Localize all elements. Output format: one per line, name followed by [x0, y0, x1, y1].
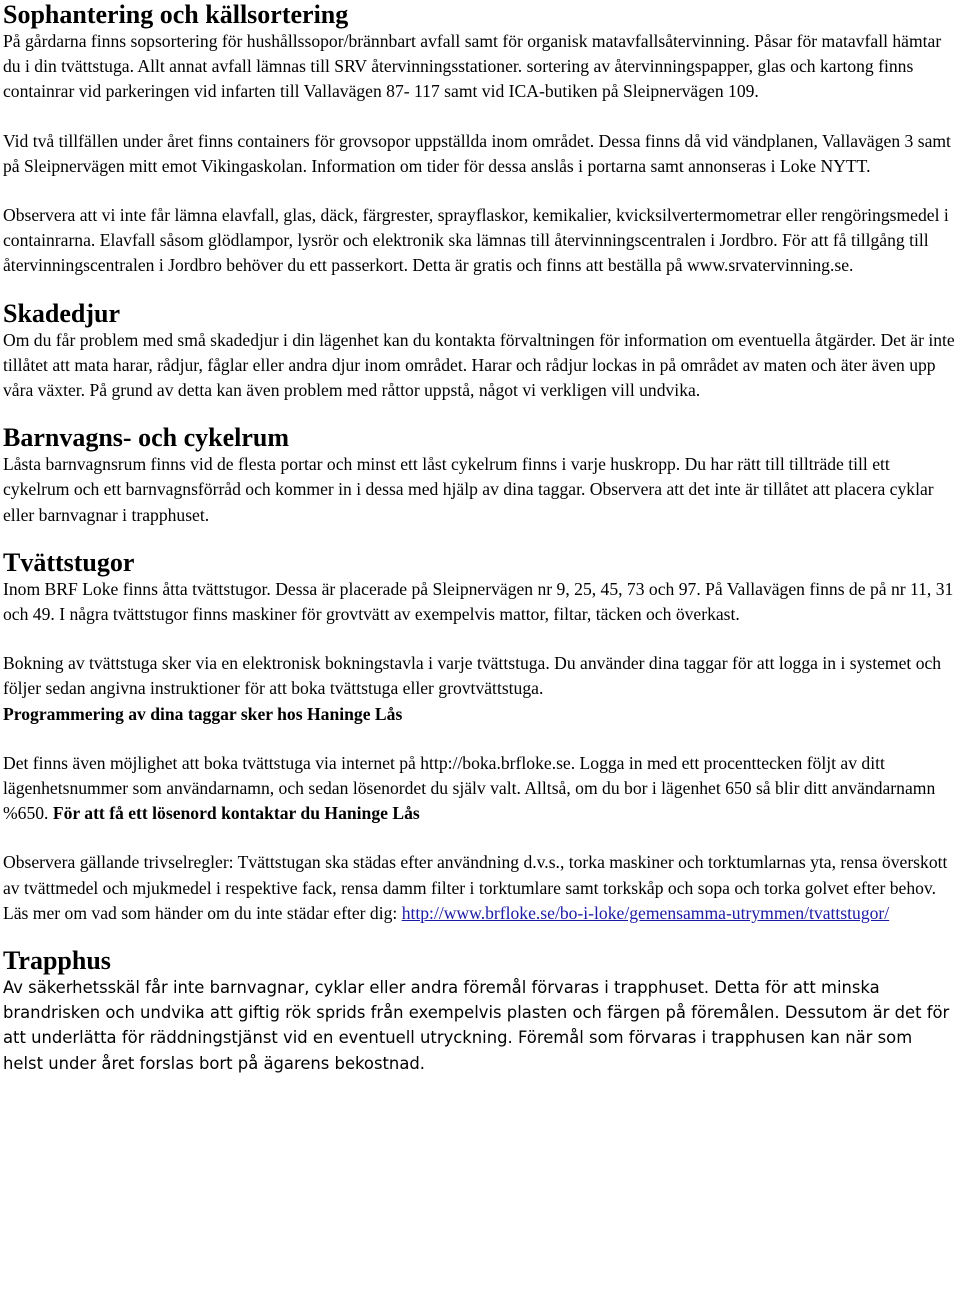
section-heading: Barnvagns- och cykelrum [3, 423, 289, 453]
text-run: Observera att vi inte får lämna elavfall, glas, däck, färgrester, sprayflaskor, kemikalier, kvicksilvertermometrar eller rengöringsmedel i containrarna. Elavfall såsom glödlampor, lysrör och elektronik ska lämnas till återvinningscentralen i Jordbro. För att få tillgång till återvinningscentralen i Jordbro behöver du ett passerkort. Detta är gratis och finns att beställa på www.srvatervinning.se. [3, 205, 949, 276]
paragraph [3, 975, 955, 1076]
section-skadedjur [3, 299, 955, 404]
text-run: På gårdarna finns sopsortering för hushållssopor/brännbart avfall samt för organisk matavfallsåtervinning. Påsar för matavfall hämtar du i din tvättstuga. Allt annat avfall lämnas till SRV återvinningsstationer. sortering av återvinningspapper, glas och kartong finns containrar vid parkeringen vid infarten till Vallavägen 87- 117 samt vid ICA-butiken på Sleipnervägen 109. [3, 31, 942, 102]
paragraph [3, 203, 955, 279]
section-heading: Trapphus [3, 946, 111, 976]
section-heading: Sophantering och källsortering [3, 0, 349, 29]
paragraph [3, 651, 955, 727]
section-barnvagn [3, 423, 955, 528]
paragraph [3, 328, 955, 404]
paragraph [3, 129, 955, 179]
bold-text: För att få ett lösenord kontaktar du Haninge Lås [52, 803, 420, 824]
paragraph [3, 452, 955, 528]
text-run: Låsta barnvagnsrum finns vid de flesta portar och minst ett låst cykelrum finns i varje huskropp. Du har rätt till tillträde till ett cykelrum och ett barnvagnsförråd och kommer in i dessa med hjälp av dina taggar. Observera att det inte är tillåtet att placera cyklar eller barnvagnar i trapphuset. [3, 454, 934, 525]
paragraph [3, 850, 955, 926]
text-run: Inom BRF Loke finns åtta tvättstugor. Dessa är placerade på Sleipnervägen nr 9, 25, 45, 73 och 97. På Vallavägen finns de på nr 11, 31 och 49. I några tvättstugor finns maskiner för grovtvätt av exempelvis mattor, filtar, täcken och överkast. [3, 578, 954, 625]
section-heading: Tvättstugor [3, 547, 135, 577]
text-run: Vid två tillfällen under året finns containers för grovsopor uppställda inom området. Dessa finns då vid vändplanen, Vallavägen 3 samt på Sleipnervägen mitt emot Vikingaskolan. Information om tider för dessa anslås i portarna samt annonseras i Loke NYTT. [3, 130, 951, 176]
section-heading: Skadedjur [3, 298, 121, 328]
bold-text: Programmering av dina taggar sker hos Haninge Lås [3, 703, 403, 724]
section-sop [3, 0, 955, 279]
text-run: Bokning av tvättstuga sker via en elektronisk bokningstavla i varje tvättstuga. Du använder dina taggar för att logga in i systemet och följer sedan angivna instruktioner för att boka tvättstuga eller grovtvättstuga. [3, 653, 942, 699]
text-run: Om du får problem med små skadedjur i din lägenhet kan du kontakta förvaltningen för information om eventuella åtgärder. Det är inte tillåtet att mata harar, rådjur, fåglar eller andra djur inom området. Harar och rådjur lockas in på området av maten och äter även upp våra växter. På grund av detta kan även problem med råttor uppstå, något vi verkligen vill undvika. [3, 329, 955, 401]
section-trapphus [3, 946, 955, 1076]
link[interactable]: http://www.brfloke.se/bo-i-loke/gemensamma-utrymmen/tvattstugor/ [401, 902, 890, 923]
text-run: Det finns även möjlighet att boka tvättstuga via internet på http://boka.brfloke.se. Logga in med ett procenttecken följt av ditt lägenhetsnummer som användarnamn, och sedan lösenordet du själv valt. Alltså, om du bor i lägenhet 650 så blir ditt användarnamn %650. [3, 752, 936, 824]
section-tvatt [3, 548, 955, 926]
paragraph [3, 29, 955, 105]
paragraph [3, 751, 955, 827]
paragraph [3, 577, 955, 627]
document-page [3, 0, 955, 1295]
text-run: Av säkerhetsskäl får inte barnvagnar, cyklar eller andra föremål förvaras i trapphuset. Detta för att minska brandrisken och undvika att giftig rök sprids från exempelvis plasten och färgen på föremålen. Dessutom är det för att underlätta för räddningstjänst vid en eventuell utryckning. Föremål som förvaras i trapphusen kan när som helst under året forslas bort på ägarens bekostnad. [3, 978, 950, 1073]
text-run: Observera gällande trivselregler: Tvättstugan ska städas efter användning d.v.s., torka maskiner och torktumlarnas yta, rensa överskott av tvättmedel och mjukmedel i respektive fack, rensa damm filter i torktumlare samt torkskåp och sopa och torka golvet efter behov. Läs mer om vad som händer om du inte städar efter dig: [3, 852, 948, 923]
